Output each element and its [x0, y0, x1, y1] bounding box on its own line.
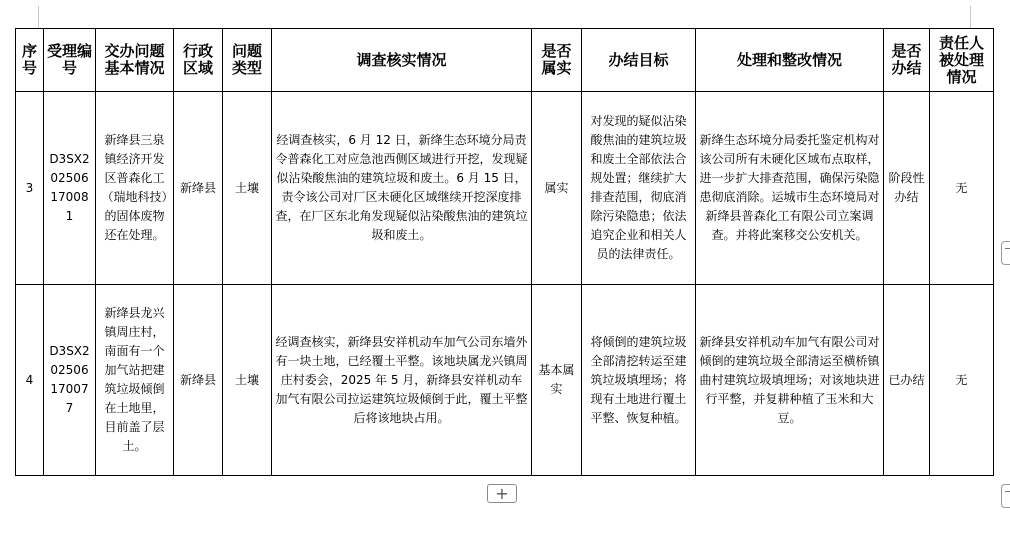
- header-no: 序号: [16, 29, 44, 92]
- table-row: [16, 285, 994, 476]
- cell-region[interactable]: 新绛县: [174, 285, 223, 476]
- header-handling: 处理和整改情况: [696, 29, 884, 92]
- cell-investigation[interactable]: 经调查核实，新绛县安祥机动车加气公司东墙外有一块土地，已经覆土平整。该地块属龙兴镇周庄村委会，2025 年 5 月，新绛县安祥机动车加气有限公司拉运建筑垃圾倾倒于此，覆土平整后将该地块占用。: [272, 285, 532, 476]
- cell-goal[interactable]: 对发现的疑似沾染酸焦油的建筑垃圾和废土全部依法合规处置；继续扩大排查范围，彻底消除污染隐患；依法追究企业和相关人员的法律责任。: [582, 92, 696, 285]
- column-resize-handle[interactable]: [1001, 484, 1010, 508]
- cell-investigation[interactable]: 经调查核实，6 月 12 日，新绛生态环境分局责令普森化工对应急池西侧区域进行开挖，发现疑似沾染酸焦油的建筑垃圾和废土。6 月 15 日，责令该公司对厂区未硬化区域继续开挖深度排查，在厂区东北角发现疑似沾染酸焦油的建筑垃圾和废土。: [272, 92, 532, 285]
- page-corner-mark-left: [38, 6, 39, 28]
- cell-verified[interactable]: 属实: [532, 92, 582, 285]
- cell-accountability[interactable]: 无: [930, 285, 994, 476]
- header-region: 行政区域: [174, 29, 223, 92]
- cell-id[interactable]: D3SX20250617007​7: [44, 285, 96, 476]
- header-accountability: 责任人被处理情况: [930, 29, 994, 92]
- cell-accountability[interactable]: 无: [930, 92, 994, 285]
- header-id: 受理编号: [44, 29, 96, 92]
- header-row: [16, 29, 994, 92]
- cell-verified[interactable]: 基本属实: [532, 285, 582, 476]
- cell-handling[interactable]: 新绛县安祥机动车加气有限公司对倾倒的建筑垃圾全部清运至横桥镇曲村建筑垃圾填埋场；对该地块进行平整，并复耕种植了玉米和大豆。: [696, 285, 884, 476]
- header-issue: 交办问题基本情况: [96, 29, 174, 92]
- page-corner-mark-right: [970, 6, 971, 28]
- cell-type[interactable]: 土壤: [223, 92, 272, 285]
- header-closed: 是否办结: [884, 29, 930, 92]
- cell-handling[interactable]: 新绛生态环境分局委托鉴定机构对该公司所有未硬化区域布点取样，进一步扩大排查范围，确保污染隐患彻底消除。运城市生态环境局对新绛县普森化工有限公司立案调查。并将此案移交公安机关。: [696, 92, 884, 285]
- header-type: 问题类型: [223, 29, 272, 92]
- handle-dash-icon: [1005, 248, 1010, 249]
- cell-issue[interactable]: 新绛县三泉镇经济开发区普森化工（瑞地科技）的固体废物还在处理。: [96, 92, 174, 285]
- cell-region[interactable]: 新绛县: [174, 92, 223, 285]
- supervision-table: [15, 28, 994, 476]
- header-verified: 是否属实: [532, 29, 582, 92]
- cell-id[interactable]: D3SX20250617008​1: [44, 92, 96, 285]
- add-row-button[interactable]: +: [487, 484, 517, 503]
- cell-issue[interactable]: 新绛县龙兴镇周庄村，南面有一个加气站把建筑垃圾倾倒在土地里，目前盖了层土。: [96, 285, 174, 476]
- cell-no[interactable]: 4: [16, 285, 44, 476]
- cell-type[interactable]: 土壤: [223, 285, 272, 476]
- handle-dash-icon: [1005, 491, 1010, 492]
- header-goal: 办结目标: [582, 29, 696, 92]
- column-resize-handle[interactable]: [1001, 241, 1010, 265]
- header-investigation: 调查核实情况: [272, 29, 532, 92]
- table-row: [16, 92, 994, 285]
- cell-closed[interactable]: 阶段性办结: [884, 92, 930, 285]
- cell-closed[interactable]: 已办结: [884, 285, 930, 476]
- cell-goal[interactable]: 将倾倒的建筑垃圾全部清挖转运至建筑垃圾填埋场；将现有土地进行覆土平整、恢复种植。: [582, 285, 696, 476]
- cell-no[interactable]: 3: [16, 92, 44, 285]
